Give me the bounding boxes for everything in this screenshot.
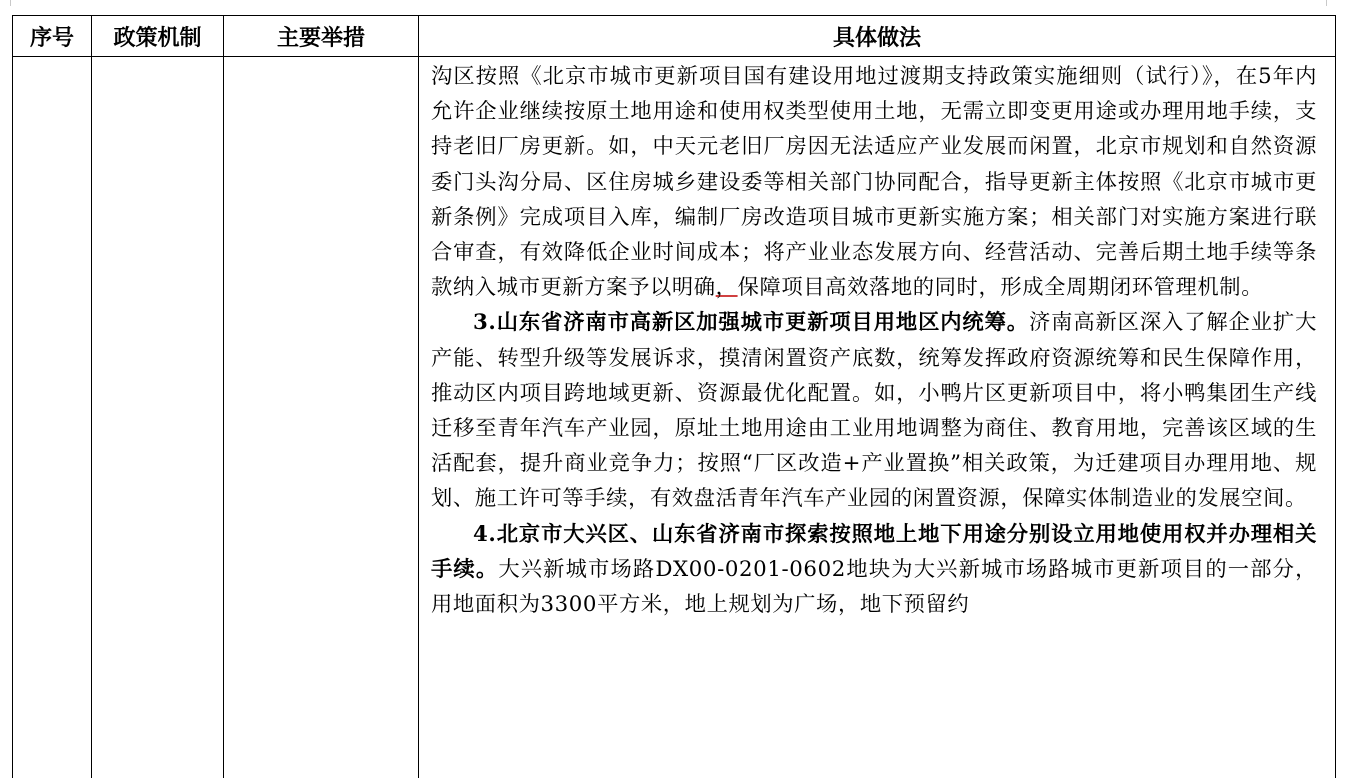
cell-main-measures bbox=[224, 57, 419, 778]
header-policy-mechanism: 政策机制 bbox=[92, 16, 224, 57]
paragraph-jinan-body: 济南高新区深入了解企业扩大产能、转型升级等发展诉求，摸清闲置资产底数，统筹发挥政府资源统筹和民生保障作用，推动区内项目跨地域更新、资源最优化配置。如，小鸭片区更新项目中，将小鸭集团生产线迁移至青年汽车产业园，原址土地用途由工业用地调整为商住、教育用地，完善该区域的生活配套，提升商业竞争力；按照“厂区改造+产业置换”相关政策，为迁建项目办理用地、规划、施工许可等手续，有效盘活青年汽车产业园的闲置资源，保障实体制造业的发展空间。 bbox=[431, 310, 1317, 512]
practice-text bbox=[419, 57, 1335, 622]
cell-policy-mechanism bbox=[92, 57, 224, 778]
table-header-row bbox=[13, 16, 1336, 57]
policy-table-container bbox=[12, 15, 1335, 778]
header-serial-number: 序号 bbox=[13, 16, 92, 57]
revision-mark: ， bbox=[715, 275, 738, 301]
paragraph-daxing-body: 大兴新城市场路DX00-0201-0602地块为大兴新城市场路城市更新项目的一部分，用地面积为3300平方米，地上规划为广场，地下预留约 bbox=[431, 556, 1317, 618]
cell-serial-number bbox=[13, 57, 92, 778]
paragraph-mentougou bbox=[431, 59, 1317, 305]
paragraph-daxing-heading: 4.北京市大兴区、山东省济南市探索按照地上地下用途分别设立用地使用权并办理相关手续。 bbox=[431, 521, 1317, 582]
page-corner-mark-right bbox=[1326, 0, 1327, 6]
table-row bbox=[13, 57, 1336, 778]
paragraph-jinan-heading: 3.山东省济南市高新区加强城市更新项目用地区内统筹。 bbox=[473, 310, 1029, 336]
paragraph-mentougou-text-a: 沟区按照《北京市城市更新项目国有建设用地过渡期支持政策实施细则（试行）》，在5年内允许企业继续按原土地用途和使用权类型使用土地，无需立即变更用途或办理用地手续，支持老旧厂房更新。如，中天元老旧厂房因无法适应产业发展而闲置，北京市规划和自然资源委门头沟分局、区住房城乡建设委等相关部门协同配合，指导更新主体按照《北京市城市更新条例》完成项目入库，编制厂房改造项目城市更新实施方案；相关部门对实施方案进行联合审查，有效降低企业时间成本；将产业业态发展方向、经营活动、完善后期土地手续等条款纳入城市更新方案予以明确 bbox=[431, 64, 1317, 301]
policy-table bbox=[12, 15, 1336, 778]
header-specific-practices: 具体做法 bbox=[419, 16, 1336, 57]
paragraph-mentougou-text-b: 保障项目高效落地的同时，形成全周期闭环管理机制。 bbox=[737, 275, 1264, 301]
paragraph-daxing-jinan bbox=[431, 517, 1317, 623]
cell-specific-practices bbox=[419, 57, 1336, 778]
paragraph-jinan-hightech bbox=[431, 305, 1317, 516]
header-main-measures: 主要举措 bbox=[224, 16, 419, 57]
page-corner-mark-left bbox=[10, 0, 11, 6]
